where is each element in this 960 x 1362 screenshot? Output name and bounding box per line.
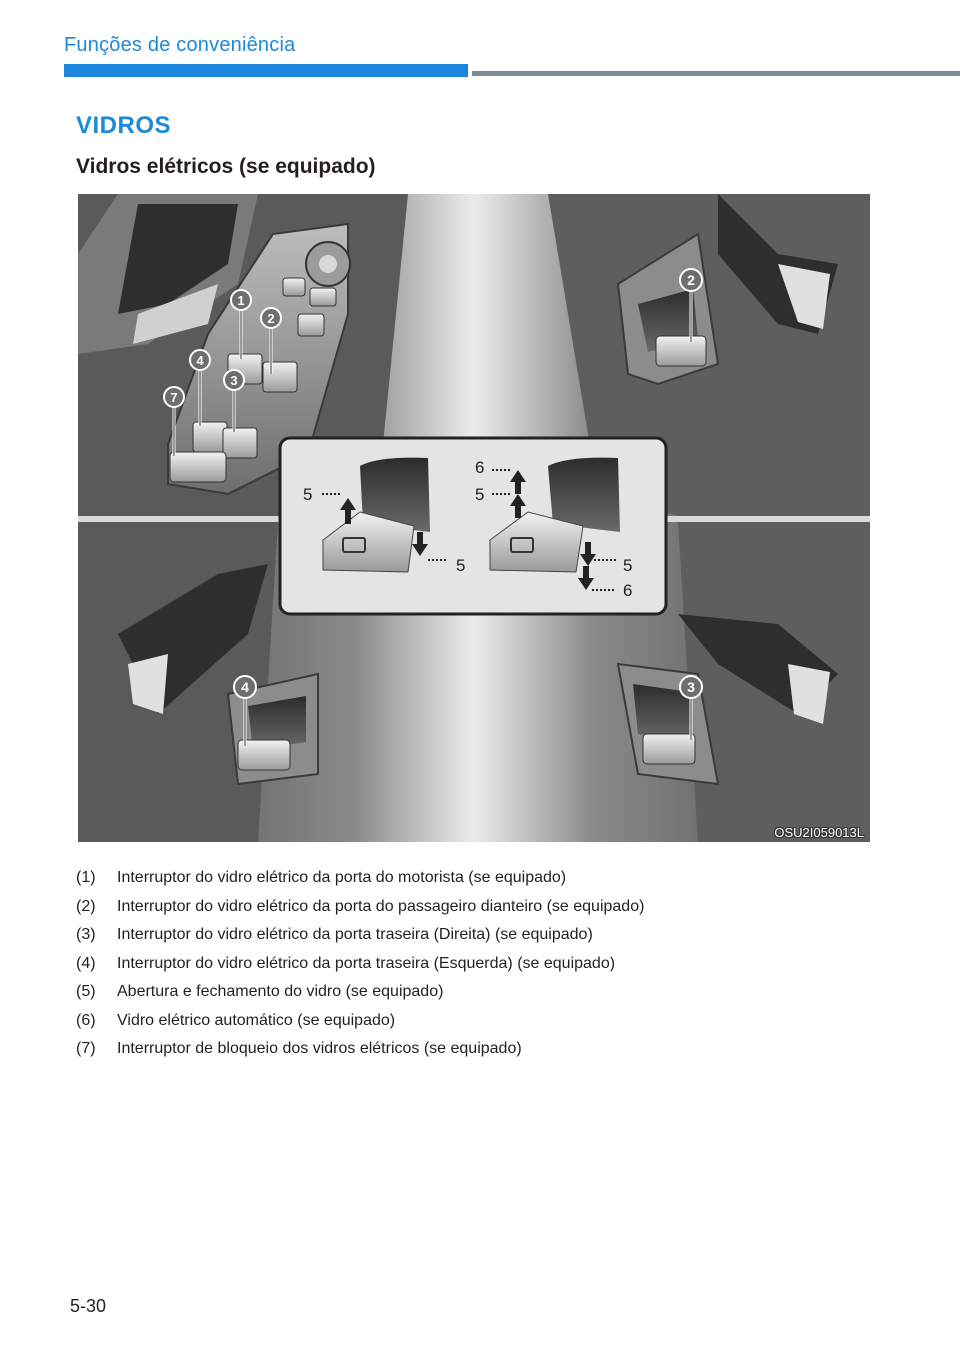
legend-list bbox=[76, 868, 644, 1068]
page-number: 5-30 bbox=[70, 1296, 107, 1316]
legend-number: (4) bbox=[76, 954, 96, 972]
inset-label-6b: 6 bbox=[623, 581, 633, 600]
legend-item bbox=[76, 925, 644, 954]
power-window-illustration bbox=[78, 194, 870, 842]
callout-4: 4 bbox=[196, 353, 204, 368]
inset-label-5c: 5 bbox=[475, 485, 485, 504]
callout-rear-right-3: 3 bbox=[687, 679, 695, 695]
legend-item bbox=[76, 1011, 644, 1040]
legend-item bbox=[76, 982, 644, 1011]
legend-text: Interruptor do vidro elétrico da porta traseira (Direita) (se equipado) bbox=[117, 926, 593, 943]
inset-label-5a: 5 bbox=[303, 485, 313, 504]
inset-label-5d: 5 bbox=[623, 556, 633, 575]
header-rule bbox=[472, 71, 960, 76]
callout-right-front-2: 2 bbox=[687, 272, 695, 288]
callout-2: 2 bbox=[267, 311, 275, 326]
legend-text: Interruptor do vidro elétrico da porta traseira (Esquerda) (se equipado) bbox=[117, 954, 616, 972]
legend-number: (6) bbox=[76, 1011, 96, 1029]
legend-number: (3) bbox=[76, 926, 96, 943]
legend-text: Interruptor do vidro elétrico da porta do motorista (se equipado) bbox=[117, 869, 567, 886]
illustration-svg bbox=[78, 194, 870, 842]
header-accent-bar bbox=[64, 64, 468, 77]
legend-item bbox=[76, 954, 644, 983]
legend-text: Interruptor do vidro elétrico da porta do passageiro dianteiro (se equipado) bbox=[117, 897, 645, 915]
legend-text: Interruptor de bloqueio dos vidros elétricos (se equipado) bbox=[117, 1040, 522, 1057]
callout-rear-left-4: 4 bbox=[241, 679, 249, 695]
legend-item bbox=[76, 1039, 644, 1068]
legend-number: (7) bbox=[76, 1040, 96, 1057]
legend-text: Abertura e fechamento do vidro (se equipado) bbox=[117, 983, 444, 1000]
legend-item bbox=[76, 897, 644, 926]
callout-1: 1 bbox=[237, 293, 245, 308]
inset-label-5b: 5 bbox=[456, 556, 466, 575]
legend-number: (1) bbox=[76, 869, 96, 886]
inset-label-6a: 6 bbox=[475, 458, 485, 477]
legend-number: (5) bbox=[76, 983, 96, 1000]
section-title: VIDROS bbox=[76, 112, 172, 139]
callout-7: 7 bbox=[170, 390, 178, 405]
figure-code: OSU2I059013L bbox=[774, 825, 864, 840]
running-header: Funções de conveniência bbox=[64, 34, 296, 56]
legend-number: (2) bbox=[76, 897, 96, 915]
subsection-title: Vidros elétricos (se equipado) bbox=[76, 155, 376, 178]
legend-text: Vidro elétrico automático (se equipado) bbox=[117, 1011, 396, 1029]
callout-3: 3 bbox=[230, 373, 238, 388]
legend-item bbox=[76, 868, 644, 897]
